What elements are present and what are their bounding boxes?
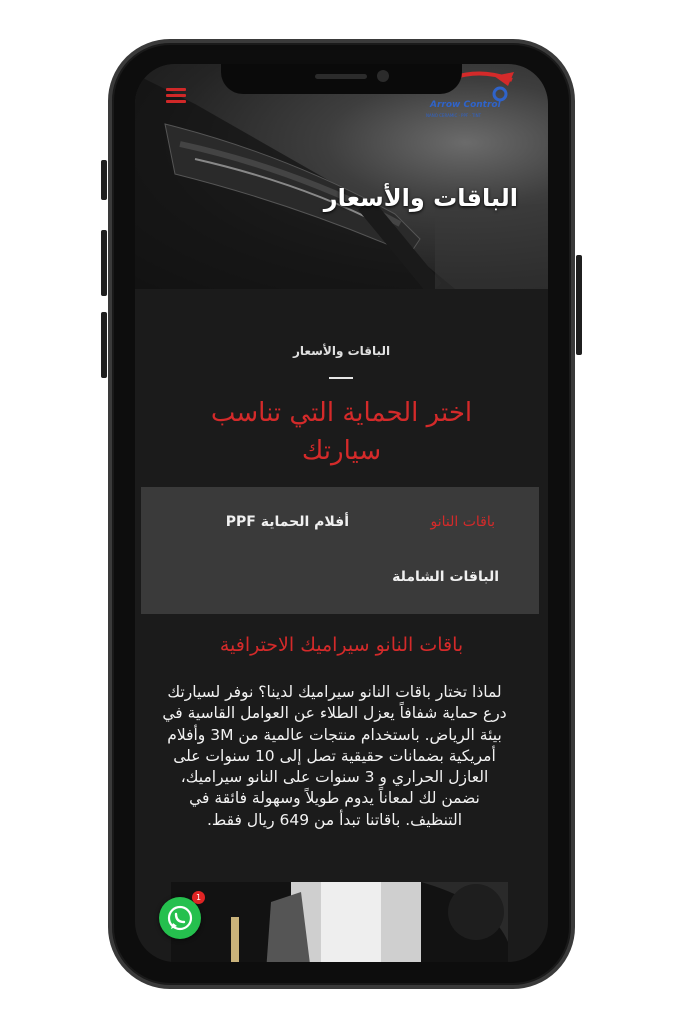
- power-button: [576, 255, 582, 355]
- nano-description: لماذا تختار باقات النانو سيراميك لدينا؟ نوفر لسيارتك درع حماية شفافاً يعزل الطلاء عن العوامل القاسية في بيئة الرياض. باستخدام منتجات عالمية من 3M وأفلام أمريكية بضمانات حقيقية تصل إلى 10 سنوات على العازل الحراري و 3 سنوات على النانو سيراميك، نضمن لك لمعاناً يدوم طويلاً وسهولة فائقة في التنظيف. باقاتنا تبدأ من 649 ريال فقط.: [162, 683, 507, 829]
- logo-subtext: NANO CERAMIC · PPF · TINT: [426, 113, 482, 118]
- speaker-grille: [315, 74, 367, 79]
- nano-section-title: باقات النانو سيراميك الاحترافية: [219, 634, 464, 656]
- volume-up-button: [101, 230, 107, 296]
- heading-line-2: سيارتك: [301, 436, 382, 466]
- breadcrumb: الباقات والأسعار: [292, 344, 391, 358]
- tab-nano-packages[interactable]: باقات النانو: [430, 514, 495, 530]
- screen: [135, 64, 548, 962]
- mute-switch: [101, 160, 107, 200]
- phone-notch: [221, 64, 462, 94]
- package-tabs: [141, 487, 539, 614]
- tab-full-packages[interactable]: الباقات الشاملة: [392, 569, 499, 585]
- camera-icon: [377, 70, 389, 82]
- hero-banner: [135, 64, 548, 289]
- page-title: الباقات والأسعار: [323, 184, 518, 212]
- hamburger-menu-icon[interactable]: [166, 88, 186, 104]
- service-photo: [171, 882, 508, 962]
- logo-text: Arrow Control: [430, 100, 501, 110]
- whatsapp-badge: 1: [192, 891, 205, 904]
- section-heading: [155, 394, 528, 470]
- tab-ppf-films[interactable]: أفلام الحماية PPF: [225, 514, 349, 530]
- volume-down-button: [101, 312, 107, 378]
- heading-line-1: اختر الحماية التي تناسب: [210, 398, 473, 428]
- divider: [329, 377, 353, 379]
